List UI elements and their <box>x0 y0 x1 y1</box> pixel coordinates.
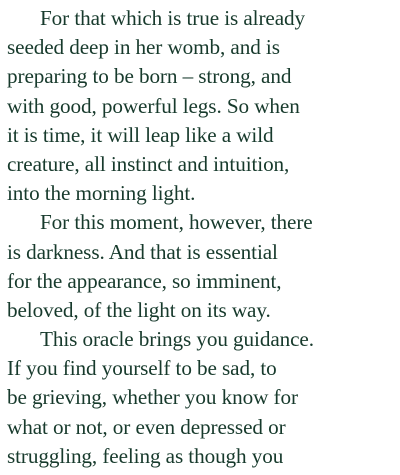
paragraph-2 <box>7 208 397 325</box>
text-line: preparing to be born – strong, and <box>7 64 292 89</box>
document-body <box>7 4 397 471</box>
text-line: beloved, of the light on its way. <box>7 297 271 322</box>
text-line: for the appearance, so imminent, <box>7 268 282 293</box>
text-line: struggling, feeling as though you <box>7 443 284 468</box>
text-line: what or not, or even depressed or <box>7 414 286 439</box>
text-line: be grieving, whether you know for <box>7 385 298 410</box>
text-line: seeded deep in her womb, and is <box>7 35 280 60</box>
text-line: For that which is true is already <box>40 6 306 30</box>
text-line: is darkness. And that is essential <box>7 239 278 264</box>
text-line: For this moment, however, there <box>40 210 313 235</box>
text-line: creature, all instinct and intuition, <box>7 151 290 176</box>
text-line: This oracle brings you guidance. <box>40 327 314 352</box>
paragraph-1 <box>7 4 397 208</box>
text-line: into the morning light. <box>7 181 196 206</box>
paragraph-3 <box>7 325 397 471</box>
text-line: it is time, it will leap like a wild <box>7 122 274 147</box>
text-line: with good, powerful legs. So when <box>7 93 300 118</box>
text-line: If you find yourself to be sad, to <box>7 356 277 381</box>
